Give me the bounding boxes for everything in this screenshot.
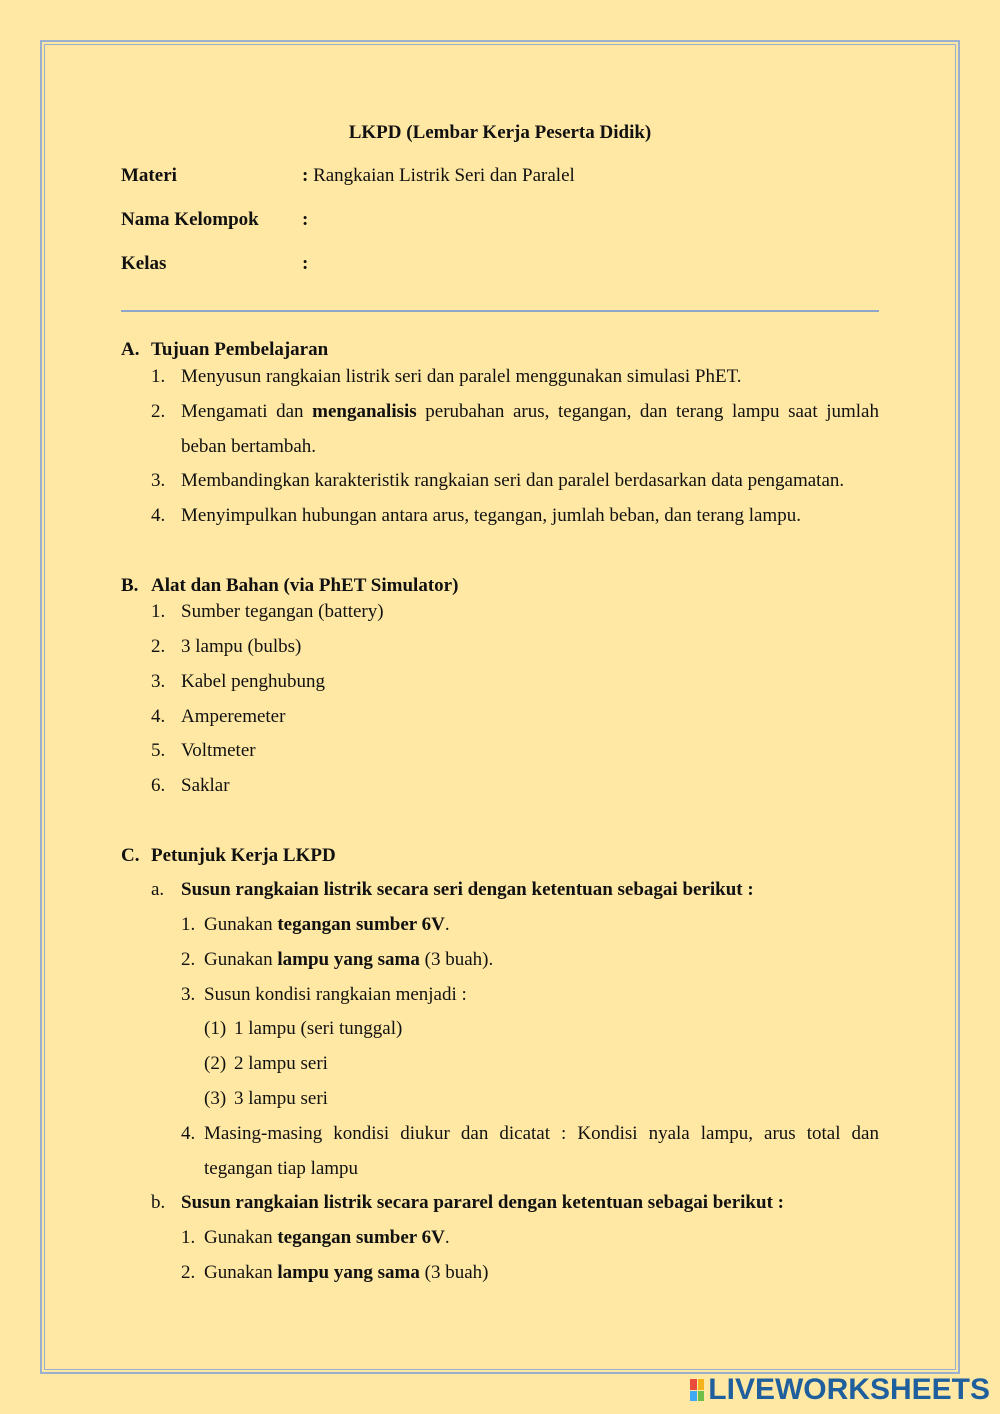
list-number: 6. (151, 775, 166, 796)
subsection-b-heading: Susun rangkaian listrik secara pararel dengan ketentuan sebagai berikut : (181, 1192, 784, 1213)
condition-number: (2) (204, 1053, 227, 1074)
logo-square-green (698, 1391, 705, 1402)
field-label-nama-kelompok: Nama Kelompok (121, 209, 259, 230)
list-number: 1. (181, 1227, 196, 1248)
list-number: 4. (181, 1123, 196, 1144)
section-c-heading: Petunjuk Kerja LKPD (151, 845, 336, 866)
condition-text: 2 lampu seri (234, 1053, 328, 1074)
list-number: 2. (151, 401, 166, 422)
condition-text: 3 lampu seri (234, 1088, 328, 1109)
list-number: 4. (151, 505, 166, 526)
section-a-heading: Tujuan Pembelajaran (151, 339, 329, 360)
list-item-text: Gunakan tegangan sumber 6V. (204, 914, 450, 935)
condition-number: (3) (204, 1088, 227, 1109)
list-number: 3. (181, 984, 196, 1005)
field-label-materi: Materi (121, 165, 177, 186)
sublist-marker: a. (151, 879, 165, 900)
list-item-text: 3 lampu (bulbs) (181, 636, 302, 657)
list-number: 4. (151, 706, 166, 727)
list-item-text: Saklar (181, 775, 230, 796)
field-colon: : (302, 165, 309, 186)
condition-number: (1) (204, 1018, 227, 1039)
liveworksheets-wordmark: LIVEWORKSHEETS (708, 1373, 990, 1406)
section-a-marker: A. (121, 339, 140, 360)
list-item-text: Gunakan lampu yang sama (3 buah). (204, 949, 494, 970)
list-item-text: Masing-masing kondisi diukur dan dicatat : Kondisi nyala lampu, arus total dan (204, 1123, 879, 1144)
list-number: 3. (151, 470, 166, 491)
list-number: 2. (181, 1262, 196, 1283)
list-item-text: Voltmeter (181, 740, 256, 761)
list-number: 1. (151, 366, 166, 387)
subsection-a-heading: Susun rangkaian listrik secara seri dengan ketentuan sebagai berikut : (181, 879, 754, 900)
list-item-text: Amperemeter (181, 706, 286, 727)
field-colon: : (302, 209, 309, 230)
section-b-heading: Alat dan Bahan (via PhET Simulator) (151, 575, 459, 596)
list-item-text: Gunakan lampu yang sama (3 buah) (204, 1262, 489, 1283)
list-item-continuation: beban bertambah. (181, 436, 317, 457)
logo-square-red (690, 1379, 697, 1390)
list-number: 1. (181, 914, 196, 935)
list-number: 2. (151, 636, 166, 657)
section-b-marker: B. (121, 575, 139, 596)
list-item-text: Menyimpulkan hubungan antara arus, tegangan, jumlah beban, dan terang lampu. (181, 505, 801, 526)
list-item-text: Kabel penghubung (181, 671, 326, 692)
field-colon: : (302, 253, 309, 274)
list-item-text: Gunakan tegangan sumber 6V. (204, 1227, 450, 1248)
section-c-marker: C. (121, 845, 140, 866)
list-number: 3. (151, 671, 166, 692)
list-number: 5. (151, 740, 166, 761)
list-item-text: Menyusun rangkaian listrik seri dan paralel menggunakan simulasi PhET. (181, 366, 742, 387)
list-number: 2. (181, 949, 196, 970)
field-label-kelas: Kelas (121, 253, 167, 274)
list-item-text: Susun kondisi rangkaian menjadi : (204, 984, 467, 1005)
list-item-text: Mengamati dan menganalisis perubahan arus, tegangan, dan terang lampu saat jumlah (181, 401, 879, 422)
header-divider (121, 310, 879, 312)
condition-text: 1 lampu (seri tunggal) (234, 1018, 403, 1039)
field-value-materi: Rangkaian Listrik Seri dan Paralel (313, 165, 575, 186)
liveworksheets-icon (690, 1379, 704, 1401)
document-title: LKPD (Lembar Kerja Peserta Didik) (348, 122, 652, 143)
liveworksheets-logo (690, 1374, 990, 1406)
list-item-text: Membandingkan karakteristik rangkaian seri dan paralel berdasarkan data pengamatan. (181, 470, 845, 491)
field-materi-row (302, 164, 575, 188)
list-item-text: Sumber tegangan (battery) (181, 601, 384, 622)
list-number: 1. (151, 601, 166, 622)
sublist-marker: b. (151, 1192, 166, 1213)
logo-square-blue (690, 1391, 697, 1402)
logo-square-yellow (698, 1379, 705, 1390)
list-item-continuation: tegangan tiap lampu (204, 1158, 359, 1179)
